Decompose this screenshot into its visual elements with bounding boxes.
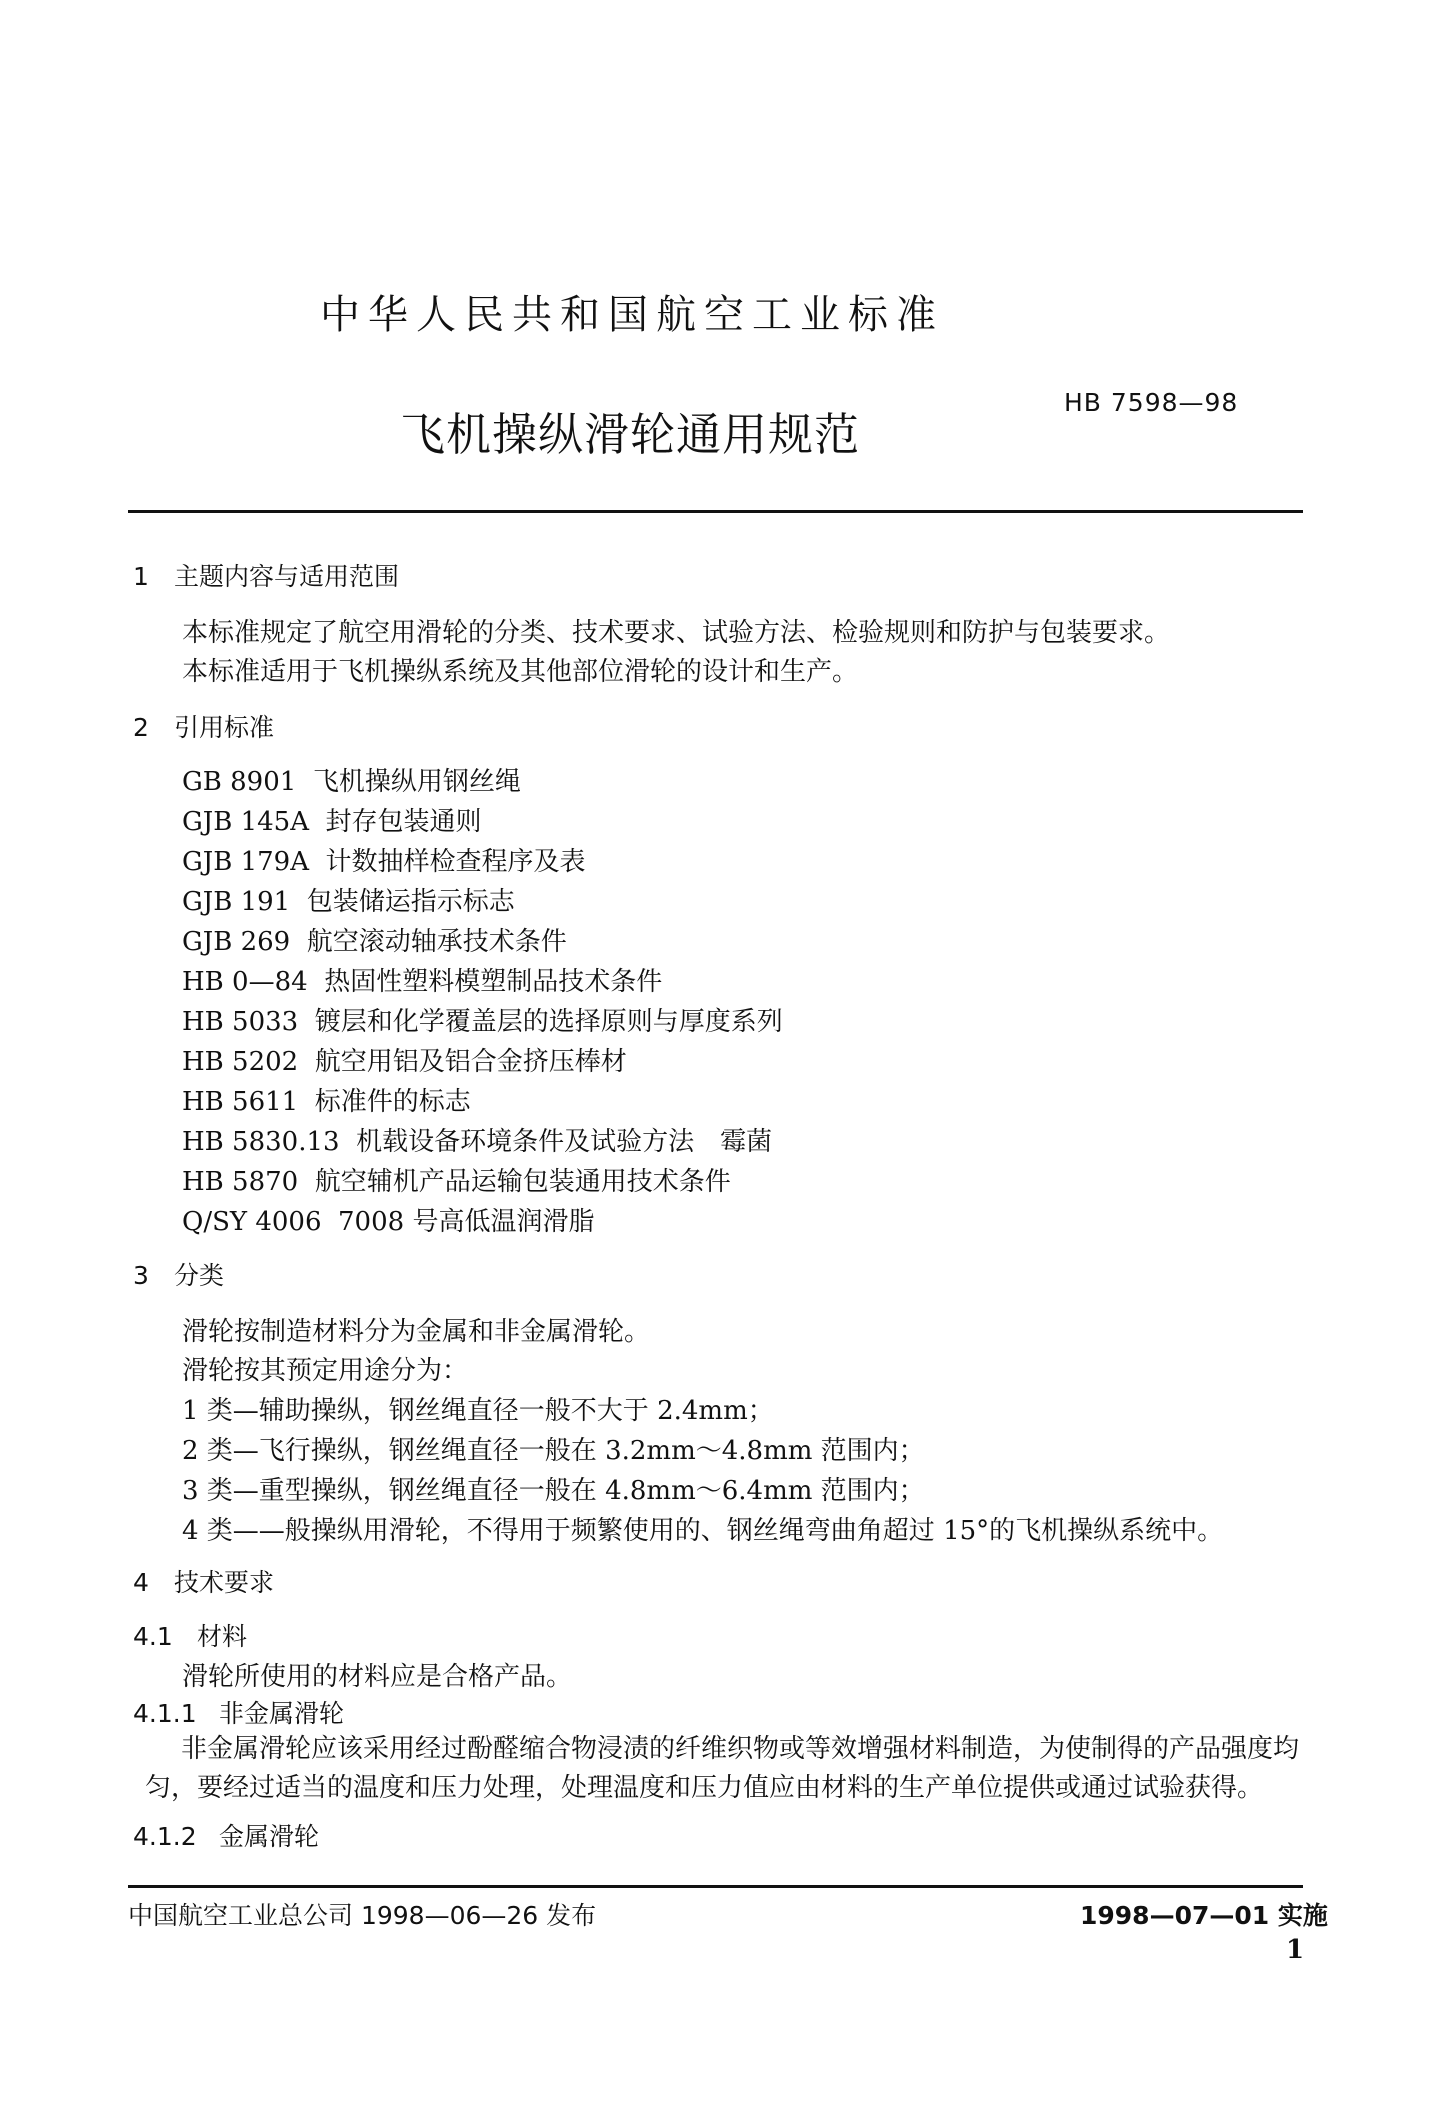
section-1-para-1: 本标准规定了航空用滑轮的分类、技术要求、试验方法、检验规则和防护与包装要求。 <box>182 618 1171 648</box>
reference-item <box>182 1161 731 1198</box>
reference-code: HB 5611 <box>182 1087 299 1117</box>
reference-title: 飞机操纵用钢丝绳 <box>312 767 521 797</box>
reference-code: HB 5870 <box>182 1167 299 1197</box>
reference-code: HB 5033 <box>182 1007 299 1037</box>
effective-date: 1998—07—01 实施 <box>1080 1901 1328 1930</box>
reference-code: GJB 191 <box>182 887 291 917</box>
standard-title: 飞机操纵滑轮通用规范 <box>400 408 861 461</box>
reference-item <box>182 1001 783 1038</box>
section-title: 金属滑轮 <box>219 1822 320 1851</box>
reference-title: 包装储运指示标志 <box>306 887 515 917</box>
classification-line: 1 类—辅助操纵，钢丝绳直径一般不大于 2.4mm； <box>182 1396 774 1426</box>
section-4-1-text: 滑轮所使用的材料应是合格产品。 <box>182 1662 573 1692</box>
reference-item <box>182 881 515 918</box>
section-1-para-2: 本标准适用于飞机操纵系统及其他部位滑轮的设计和生产。 <box>182 657 859 687</box>
reference-code: GJB 179A <box>182 847 309 877</box>
reference-item <box>182 961 662 998</box>
classification-line: 滑轮按制造材料分为金属和非金属滑轮。 <box>182 1317 651 1347</box>
reference-title: 机载设备环境条件及试验方法 霉菌 <box>356 1127 773 1157</box>
section-3-heading <box>133 1256 224 1292</box>
reference-item <box>182 1201 594 1238</box>
section-number: 3 <box>133 1261 149 1290</box>
reference-code: HB 5830.13 <box>182 1127 340 1157</box>
section-number: 2 <box>133 713 149 742</box>
reference-code: GB 8901 <box>182 767 297 797</box>
reference-item <box>182 1041 627 1078</box>
section-4-1-heading <box>133 1617 247 1653</box>
section-4-1-1-heading <box>133 1694 344 1730</box>
reference-title: 镀层和化学覆盖层的选择原则与厚度系列 <box>314 1007 783 1037</box>
section-1-heading <box>133 557 399 593</box>
section-title: 分类 <box>174 1261 225 1290</box>
section-title: 技术要求 <box>174 1568 275 1597</box>
reference-code: HB 5202 <box>182 1047 299 1077</box>
classification-line: 3 类—重型操纵，钢丝绳直径一般在 4.8mm～6.4mm 范围内； <box>182 1476 925 1506</box>
standard-code: HB 7598—98 <box>1064 388 1239 417</box>
section-number: 4.1.1 <box>133 1699 197 1728</box>
reference-title: 航空滚动轴承技术条件 <box>306 927 567 957</box>
page-number: 1 <box>1286 1935 1305 1965</box>
header-rule <box>128 510 1303 513</box>
reference-title: 计数抽样检查程序及表 <box>325 847 586 877</box>
classification-line: 2 类—飞行操纵，钢丝绳直径一般在 3.2mm～4.8mm 范围内； <box>182 1436 925 1466</box>
reference-title: 航空辅机产品运输包装通用技术条件 <box>314 1167 731 1197</box>
reference-item <box>182 921 567 958</box>
reference-title: 热固性塑料模塑制品技术条件 <box>324 967 663 997</box>
section-number: 1 <box>133 562 149 591</box>
reference-code: GJB 145A <box>182 807 309 837</box>
reference-code: HB 0—84 <box>182 967 308 997</box>
reference-item <box>182 1081 471 1118</box>
reference-title: 航空用铝及铝合金挤压棒材 <box>314 1047 627 1077</box>
reference-code: Q/SY 4006 <box>182 1207 322 1237</box>
section-title: 材料 <box>197 1622 248 1651</box>
section-title: 主题内容与适用范围 <box>174 562 400 591</box>
reference-code: GJB 269 <box>182 927 291 957</box>
section-4-heading <box>133 1563 274 1599</box>
org-title: 中华人民共和国航空工业标准 <box>320 292 944 338</box>
section-4-1-2-heading <box>133 1817 319 1853</box>
reference-item <box>182 801 482 838</box>
section-title: 引用标准 <box>174 713 275 742</box>
section-4-1-1-text: 非金属滑轮应该采用经过酚醛缩合物浸渍的纤维织物或等效增强材料制造，为使制得的产品强度均匀，要经过适当的温度和压力处理，处理温度和压力值应由材料的生产单位提供或通过试验获得。 <box>145 1734 1300 1803</box>
classification-line: 4 类——般操纵用滑轮，不得用于频繁使用的、钢丝绳弯曲角超过 15°的飞机操纵系统中。 <box>182 1516 1224 1546</box>
section-number: 4.1 <box>133 1622 173 1651</box>
section-number: 4 <box>133 1568 149 1597</box>
classification-line: 滑轮按其预定用途分为： <box>182 1356 469 1386</box>
reference-item <box>182 761 521 798</box>
reference-item <box>182 1121 772 1158</box>
section-number: 4.1.2 <box>133 1822 197 1851</box>
reference-title: 7008 号高低温润滑脂 <box>338 1207 595 1237</box>
reference-item <box>182 841 586 878</box>
reference-title: 封存包装通则 <box>325 807 482 837</box>
section-title: 非金属滑轮 <box>219 1699 345 1728</box>
section-2-heading <box>133 708 274 744</box>
issue-statement: 中国航空工业总公司 1998—06—26 发布 <box>128 1901 597 1930</box>
footer-rule <box>128 1885 1303 1888</box>
reference-title: 标准件的标志 <box>314 1087 471 1117</box>
